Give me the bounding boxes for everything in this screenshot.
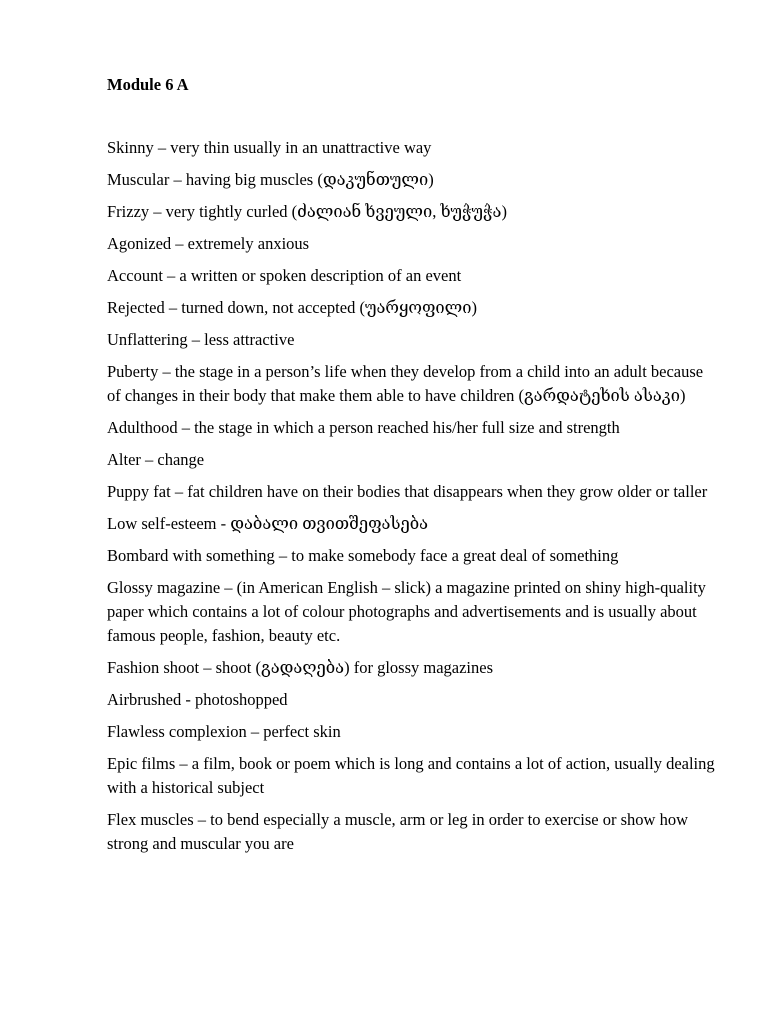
vocabulary-entry-epic-films: Epic films – a film, book or poem which is long and contains a lot of action, usually dealing with a historical subject bbox=[107, 754, 715, 797]
vocabulary-entry-glossy-magazine: Glossy magazine – (in American English – slick) a magazine printed on shiny high-quality paper which contains a lot of colour photographs and advertisements and is usually about famous people, fashion, beauty etc. bbox=[107, 578, 706, 645]
vocabulary-entry-flawless-complexion: Flawless complexion – perfect skin bbox=[107, 722, 341, 741]
vocabulary-entry-rejected: Rejected – turned down, not accepted (უარყოფილი) bbox=[107, 298, 477, 317]
vocabulary-entry-fashion-shoot: Fashion shoot – shoot (გადაღება) for glossy magazines bbox=[107, 658, 494, 677]
vocabulary-entry-puppy-fat: Puppy fat – fat children have on their bodies that disappears when they grow older or taller bbox=[107, 482, 708, 501]
vocabulary-entry-flex-muscles: Flex muscles – to bend especially a muscle, arm or leg in order to exercise or show how strong and muscular you are bbox=[107, 810, 689, 853]
vocabulary-entry-bombard: Bombard with something – to make somebody face a great deal of something bbox=[107, 546, 619, 565]
vocabulary-entry-puberty: Puberty – the stage in a person’s life when they develop from a child into an adult because of changes in their body that make them able to have children (გარდატეხის ასაკი) bbox=[107, 362, 704, 405]
vocabulary-entry-alter: Alter – change bbox=[107, 450, 205, 469]
page-title: Module 6 A bbox=[107, 75, 189, 94]
vocabulary-entry-frizzy: Frizzy – very tightly curled (ძალიან ხვეული, ხუჭუჭა) bbox=[107, 202, 507, 221]
vocabulary-entry-low-self-esteem: Low self-esteem - დაბალი თვითშეფასება bbox=[107, 514, 429, 533]
vocabulary-entry-muscular: Muscular – having big muscles (დაკუნთული) bbox=[107, 170, 434, 189]
vocabulary-list bbox=[107, 136, 717, 864]
vocabulary-entry-agonized: Agonized – extremely anxious bbox=[107, 234, 310, 253]
vocabulary-entry-skinny: Skinny – very thin usually in an unattractive way bbox=[107, 138, 432, 157]
vocabulary-entry-account: Account – a written or spoken description of an event bbox=[107, 266, 462, 285]
vocabulary-entry-adulthood: Adulthood – the stage in which a person reached his/her full size and strength bbox=[107, 418, 620, 437]
vocabulary-entry-unflattering: Unflattering – less attractive bbox=[107, 330, 295, 349]
vocabulary-entry-airbrushed: Airbrushed - photoshopped bbox=[107, 690, 288, 709]
